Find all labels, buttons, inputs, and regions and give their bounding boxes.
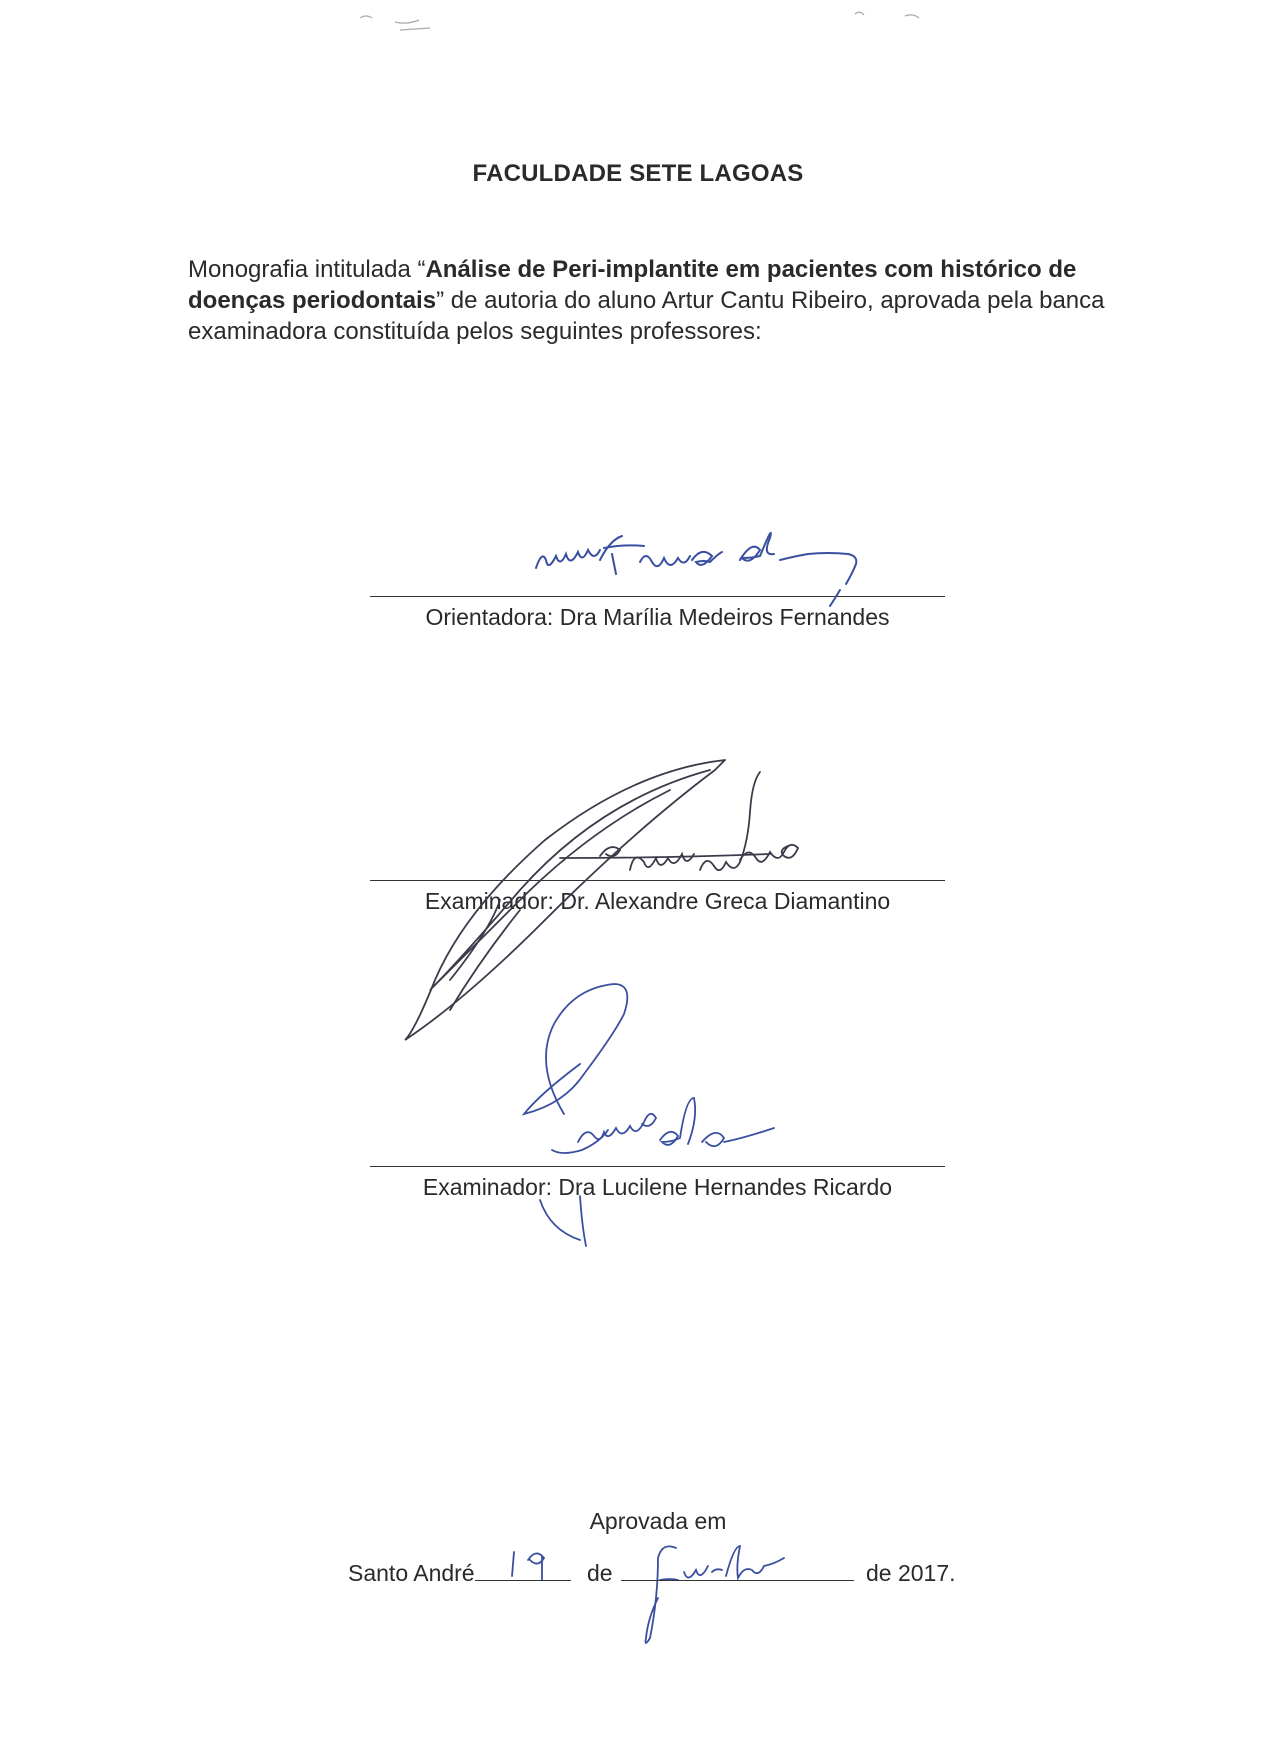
approval-city: Santo André — [348, 1560, 475, 1586]
day-value — [506, 1556, 532, 1583]
signatory-label: Examinador: Dr. Alexandre Greca Diamantino — [424, 888, 891, 914]
statement-prefix: Monografia intitulada “ — [188, 256, 426, 283]
signature-line — [370, 596, 945, 597]
date-connector: de — [587, 1560, 613, 1586]
month-field — [621, 1556, 854, 1581]
statement-suffix: ” de autoria do aluno Artur Cantu Ribeiro, aprovada pela banca examinadora constituída pelos seguintes professores: — [188, 287, 1105, 345]
signature-line — [370, 880, 945, 881]
signature-examiner-2-ink — [524, 984, 774, 1246]
signature-line — [370, 1166, 945, 1167]
monograph-title: Análise de Peri-implantite em pacientes com histórico de doenças periodontais — [188, 256, 1077, 314]
approval-date-row — [348, 1556, 956, 1587]
approval-year: de 2017. — [865, 1560, 956, 1586]
month-value — [658, 1556, 721, 1583]
approval-text: Aprovada em — [589, 1508, 727, 1534]
signatory-label: Orientadora: Dra Marília Medeiros Fernandes — [425, 604, 890, 630]
institution-heading: FACULDADE SETE LAGOAS — [472, 160, 804, 187]
scan-marks — [0, 0, 1276, 40]
signatory-label: Examinador: Dra Lucilene Hernandes Ricardo — [422, 1174, 893, 1200]
monograph-statement — [188, 254, 1133, 347]
